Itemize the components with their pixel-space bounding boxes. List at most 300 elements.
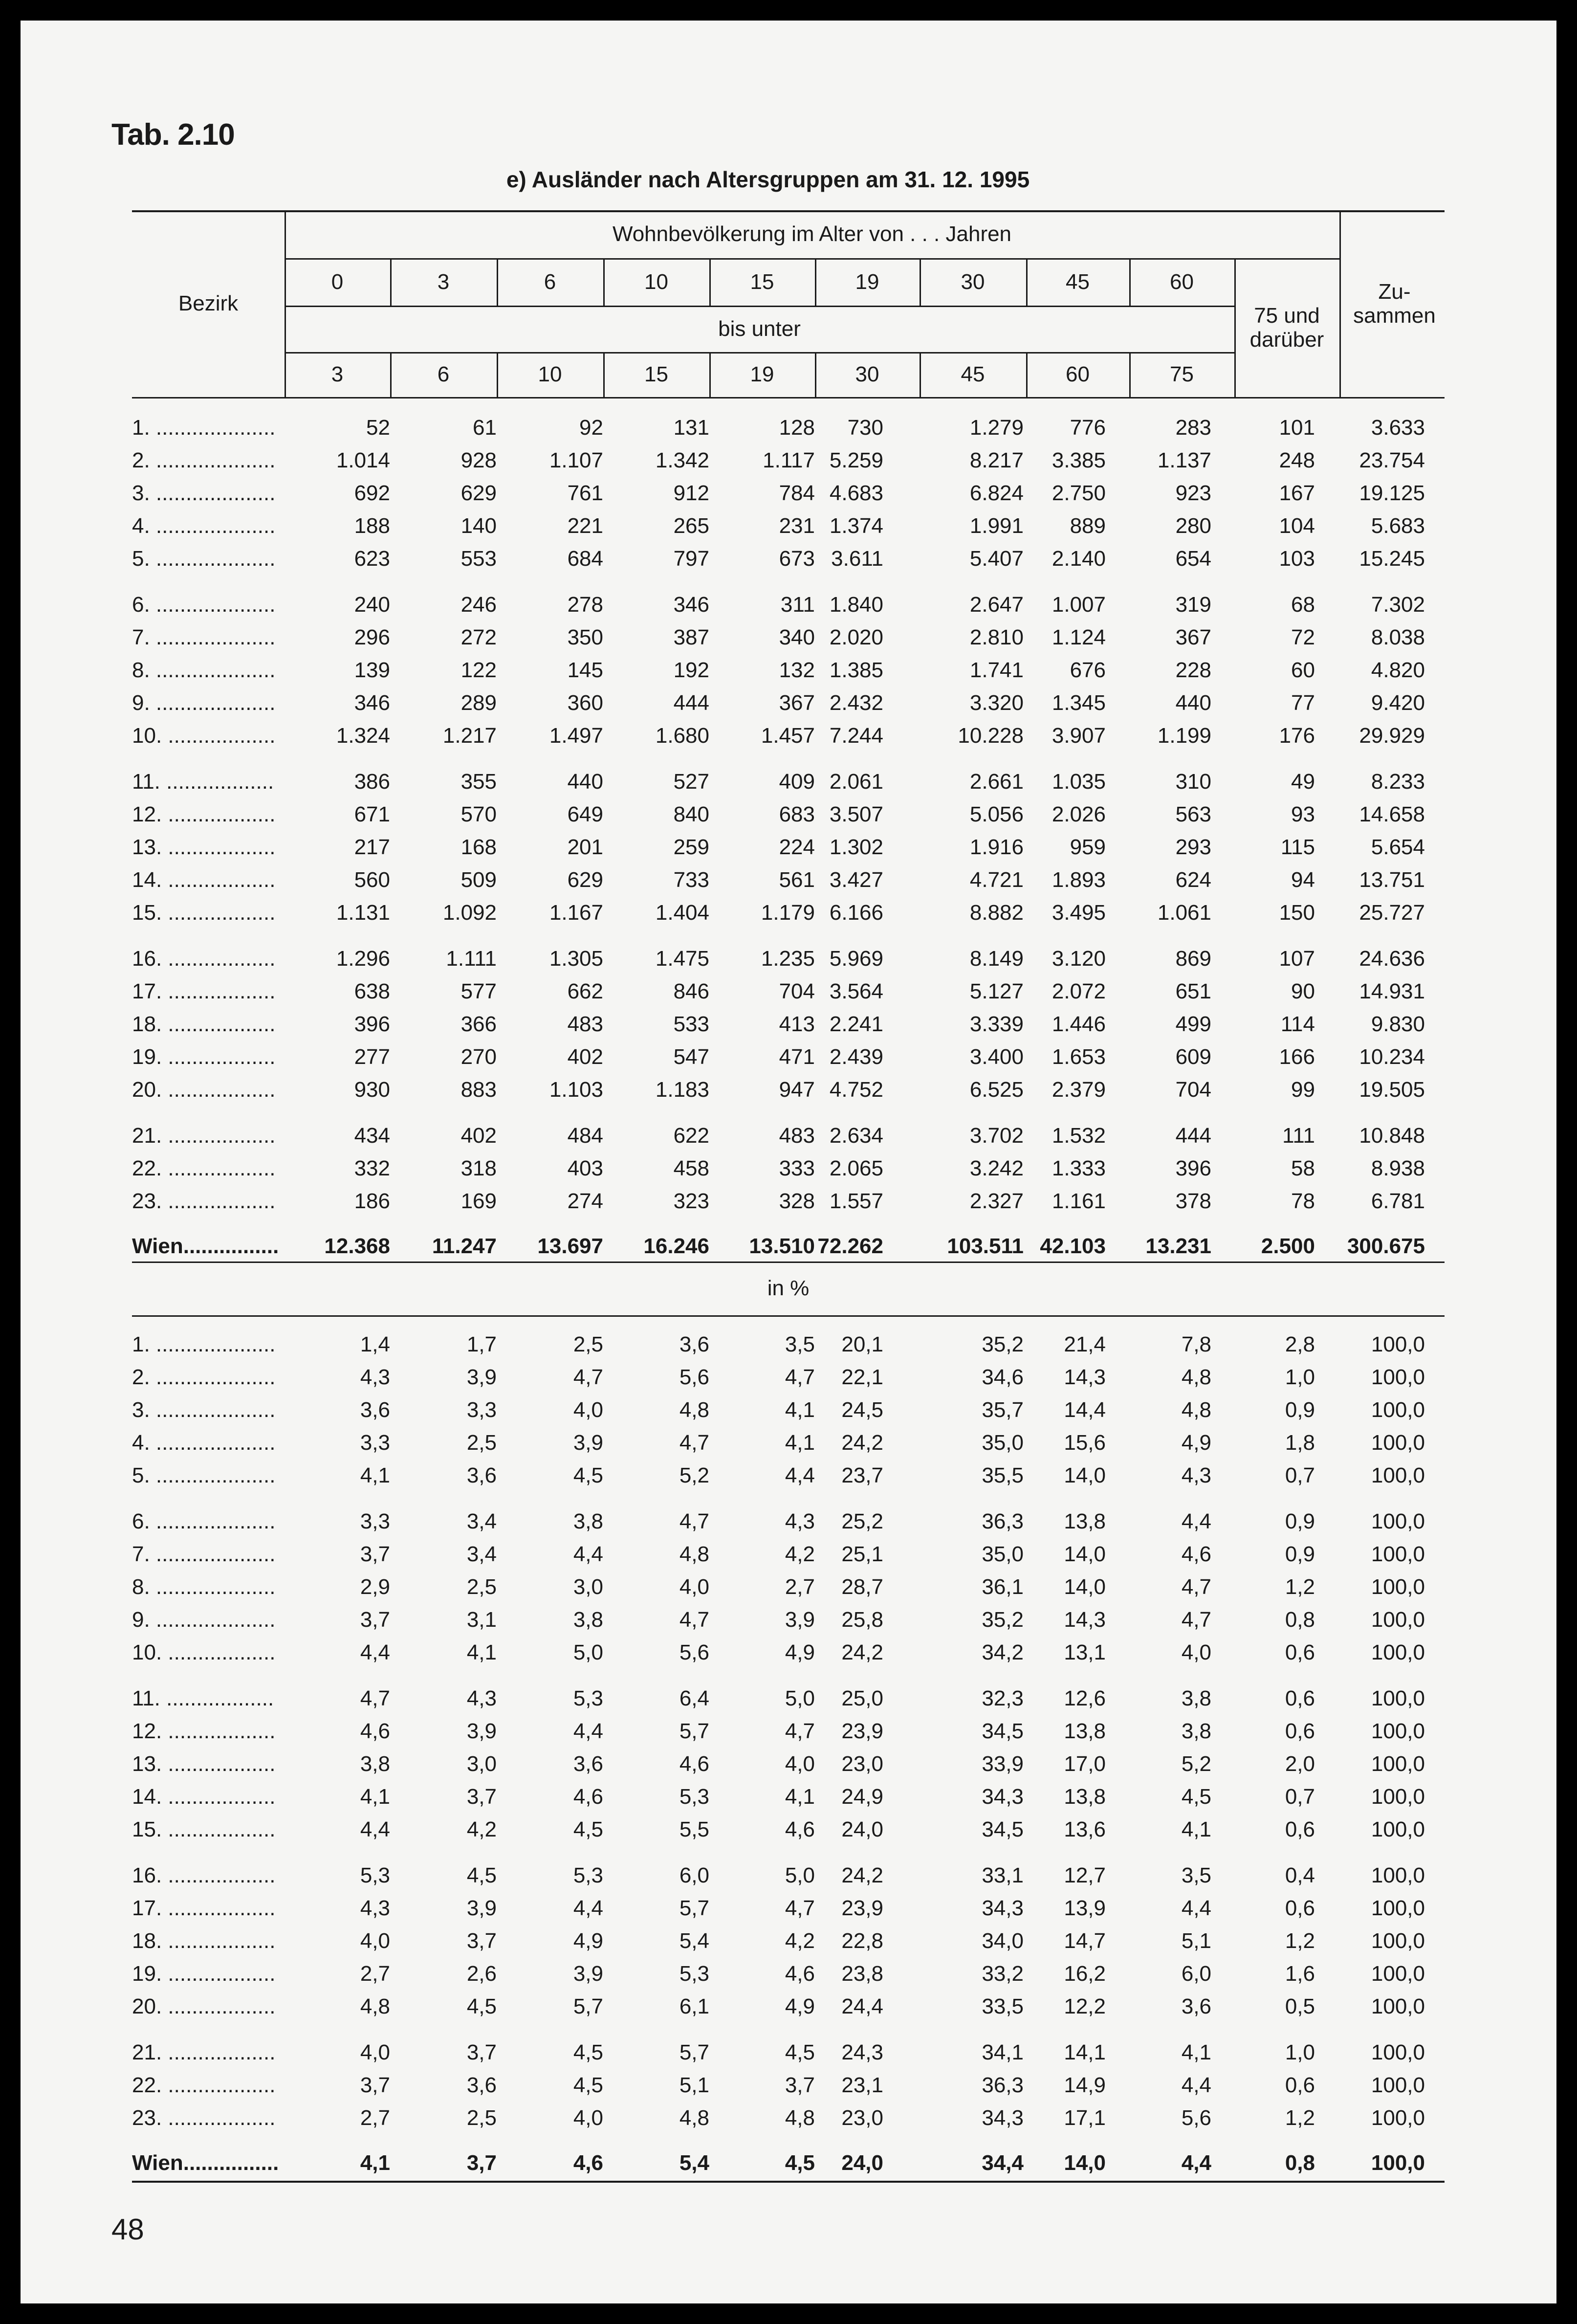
table-cell: 4,1 (785, 1398, 815, 1422)
table-cell: 4,7 (679, 1431, 709, 1455)
table-cell: 402 (460, 1124, 497, 1148)
table-cell: 5.127 (969, 979, 1024, 1003)
table-cell: 34,3 (982, 1896, 1024, 1920)
table-cell: 651 (1175, 979, 1211, 1003)
table-cell: 1.342 (655, 448, 709, 472)
table-cell: 609 (1175, 1045, 1211, 1069)
table-cell: 8.217 (969, 448, 1024, 472)
table-cell: 28,7 (841, 1575, 883, 1599)
table-cell: 367 (1175, 625, 1211, 649)
table-cell: 42.103 (1040, 1234, 1106, 1258)
table-cell: 499 (1175, 1012, 1211, 1036)
table-cell: 1.741 (969, 658, 1024, 682)
table-cell: 6.824 (969, 481, 1024, 505)
table-cell: 378 (1175, 1189, 1211, 1213)
table-cell: 4,8 (679, 1542, 709, 1566)
age-to-header: 30 (855, 362, 879, 387)
table-cell: 2.750 (1051, 481, 1106, 505)
table-cell: 13,6 (1064, 1817, 1106, 1841)
table-cell: 24,9 (841, 1785, 883, 1809)
table-cell: 11.247 (432, 1234, 497, 1258)
table-cell: 4,4 (573, 1896, 603, 1920)
table-cell: 4,5 (573, 1463, 603, 1487)
row-label-bezirk: 12. .................. (132, 1719, 276, 1743)
table-cell: 1.557 (829, 1189, 883, 1213)
table-cell: 930 (354, 1078, 390, 1102)
table-cell: 248 (1279, 448, 1315, 472)
table-cell: 13.231 (1145, 1234, 1211, 1258)
table-cell: 1.680 (655, 724, 709, 748)
table-cell: 23,9 (841, 1896, 883, 1920)
table-cell: 3.242 (969, 1156, 1024, 1180)
table-cell: 444 (1175, 1124, 1211, 1148)
table-cell: 4,5 (573, 2040, 603, 2064)
table-cell: 3.385 (1051, 448, 1106, 472)
table-cell: 4,7 (1181, 1575, 1211, 1599)
table-cell: 4,1 (785, 1431, 815, 1455)
table-cell: 52 (366, 416, 390, 440)
table-cell: 3,7 (360, 2073, 390, 2097)
table-cell: 2.647 (969, 593, 1024, 617)
table-cell: 35,2 (982, 1608, 1024, 1632)
table-cell: 350 (567, 625, 603, 649)
table-cell: 9.830 (1371, 1012, 1425, 1036)
table-cell: 7.244 (829, 724, 883, 748)
table-cell: 6.781 (1371, 1189, 1425, 1213)
row-label-bezirk: 23. .................. (132, 2106, 276, 2130)
table-cell: 3,3 (360, 1431, 390, 1455)
table-cell: 24,2 (841, 1863, 883, 1887)
table-cell: 3,6 (679, 1332, 709, 1356)
table-cell: 4,8 (1181, 1398, 1211, 1422)
table-cell: 1,2 (1285, 1929, 1315, 1953)
table-cell: 14.658 (1359, 802, 1425, 826)
table-cell: 328 (779, 1189, 815, 1213)
table-cell: 100,0 (1371, 2040, 1425, 2064)
table-cell: 6.166 (829, 901, 883, 925)
row-label-bezirk: 10. .................. (132, 724, 276, 748)
table-cell: 1.035 (1051, 770, 1106, 794)
table-cell: 3.907 (1051, 724, 1106, 748)
table-cell: 16,2 (1064, 1962, 1106, 1986)
table-cell: 166 (1279, 1045, 1315, 1069)
table-cell: 386 (354, 770, 390, 794)
table-cell: 3,3 (360, 1509, 390, 1533)
row-label-bezirk: 18. .................. (132, 1929, 276, 1953)
table-cell: 649 (567, 802, 603, 826)
table-cell: 34,5 (982, 1817, 1024, 1841)
table-cell: 4,1 (1181, 1817, 1211, 1841)
table-cell: 1.137 (1157, 448, 1211, 472)
column-divider (1339, 210, 1341, 397)
table-cell: 14,9 (1064, 2073, 1106, 2097)
table-cell: 4,6 (679, 1752, 709, 1776)
table-title: e) Ausländer nach Altersgruppen am 31. 12. 1995 (506, 167, 1030, 192)
table-cell: 8.938 (1371, 1156, 1425, 1180)
table-cell: 100,0 (1371, 2151, 1425, 2175)
table-cell: 22,1 (841, 1365, 883, 1389)
table-cell: 23,9 (841, 1719, 883, 1743)
table-cell: 100,0 (1371, 1463, 1425, 1487)
table-cell: 111 (1282, 1124, 1315, 1148)
table-cell: 103.511 (947, 1234, 1024, 1258)
table-cell: 300.675 (1347, 1234, 1425, 1258)
table-cell: 4,6 (1181, 1542, 1211, 1566)
table-cell: 0,9 (1285, 1509, 1315, 1533)
table-cell: 24,5 (841, 1398, 883, 1422)
age-from-header: 3 (437, 269, 450, 294)
table-cell: 25,0 (841, 1686, 883, 1710)
table-cell: 140 (460, 514, 497, 538)
table-cell: 5,2 (679, 1463, 709, 1487)
table-cell: 0,6 (1285, 1719, 1315, 1743)
table-cell: 35,0 (982, 1431, 1024, 1455)
table-cell: 3,7 (466, 2040, 497, 2064)
table-cell: 3.611 (831, 547, 883, 571)
table-cell: 1.007 (1051, 593, 1106, 617)
table-cell: 14,0 (1064, 1463, 1106, 1487)
row-label-bezirk: 7. .................... (132, 1542, 276, 1566)
table-cell: 77 (1291, 691, 1315, 715)
table-cell: 563 (1175, 802, 1211, 826)
age-to-header: 19 (750, 362, 774, 387)
table-cell: 0,7 (1285, 1785, 1315, 1809)
table-cell: 23,0 (841, 2106, 883, 2130)
table-cell: 3,3 (466, 1398, 497, 1422)
table-cell: 311 (780, 593, 815, 617)
age-from-header: 30 (961, 269, 985, 294)
table-cell: 1,8 (1285, 1431, 1315, 1455)
table-cell: 458 (673, 1156, 709, 1180)
table-cell: 240 (354, 593, 390, 617)
table-cell: 434 (354, 1124, 390, 1148)
table-cell: 115 (1280, 835, 1315, 859)
table-cell: 4,9 (1181, 1431, 1211, 1455)
table-cell: 12.368 (324, 1234, 390, 1258)
table-cell: 5.407 (969, 547, 1024, 571)
table-cell: 0,6 (1285, 1817, 1315, 1841)
age-to-header: 3 (331, 362, 344, 387)
age-from-header: 10 (644, 269, 668, 294)
table-cell: 4,7 (679, 1608, 709, 1632)
row-label-bezirk: 17. .................. (132, 979, 276, 1003)
table-cell: 90 (1291, 979, 1315, 1003)
table-cell: 25.727 (1359, 901, 1425, 925)
table-cell: 3.427 (829, 868, 883, 892)
table-cell: 274 (567, 1189, 603, 1213)
row-label-bezirk: 8. .................... (132, 1575, 276, 1599)
table-cell: 1.111 (446, 947, 497, 971)
table-cell: 367 (779, 691, 815, 715)
table-cell: 5,0 (573, 1640, 603, 1664)
table-cell: 1.916 (969, 835, 1024, 859)
table-cell: 6,4 (679, 1686, 709, 1710)
table-cell: 25,8 (841, 1608, 883, 1632)
table-cell: 6,0 (1181, 1962, 1211, 1986)
table-cell: 23,8 (841, 1962, 883, 1986)
table-cell: 387 (673, 625, 709, 649)
table-cell: 29.929 (1359, 724, 1425, 748)
table-cell: 12,6 (1064, 1686, 1106, 1710)
table-cell: 4.820 (1371, 658, 1425, 682)
table-cell: 13,1 (1064, 1640, 1106, 1664)
table-cell: 2.140 (1051, 547, 1106, 571)
table-cell: 1.161 (1051, 1189, 1106, 1213)
table-cell: 0,4 (1285, 1863, 1315, 1887)
table-cell: 561 (779, 868, 815, 892)
table-cell: 4,5 (466, 1994, 497, 2018)
table-cell: 733 (673, 868, 709, 892)
table-cell: 14,3 (1064, 1608, 1106, 1632)
row-label-bezirk: 11. .................. (132, 770, 274, 794)
row-label-bezirk: 13. .................. (132, 1752, 276, 1776)
table-cell: 4,1 (785, 1785, 815, 1809)
table-cell: 1.103 (549, 1078, 603, 1102)
rule-line (132, 397, 1445, 398)
table-cell: 104 (1279, 514, 1315, 538)
table-cell: 2.065 (829, 1156, 883, 1180)
table-cell: 3,8 (573, 1608, 603, 1632)
table-cell: 12,2 (1064, 1994, 1106, 2018)
table-cell: 99 (1291, 1078, 1315, 1102)
table-cell: 100,0 (1371, 2106, 1425, 2130)
table-cell: 5,3 (360, 1863, 390, 1887)
table-cell: 36,3 (982, 2073, 1024, 2097)
row-label-bezirk: 3. .................... (132, 481, 276, 505)
table-cell: 797 (673, 547, 709, 571)
table-cell: 3,7 (466, 1929, 497, 1953)
table-cell: 4,7 (785, 1365, 815, 1389)
table-cell: 3.507 (829, 802, 883, 826)
table-cell: 100,0 (1371, 1817, 1425, 1841)
table-cell: 3,8 (573, 1509, 603, 1533)
table-cell: 35,7 (982, 1398, 1024, 1422)
table-cell: 4,0 (679, 1575, 709, 1599)
table-cell: 776 (1070, 416, 1106, 440)
table-cell: 1.385 (829, 658, 883, 682)
table-cell: 4,0 (360, 2040, 390, 2064)
table-cell: 24,0 (841, 1817, 883, 1841)
row-label-bezirk: 20. .................. (132, 1078, 276, 1102)
table-cell: 34,0 (982, 1929, 1024, 1953)
table-cell: 14,0 (1064, 1542, 1106, 1566)
table-cell: 5,6 (679, 1365, 709, 1389)
page-number: 48 (111, 2213, 144, 2246)
table-cell: 25,2 (841, 1509, 883, 1533)
table-cell: 4,5 (573, 2073, 603, 2097)
table-cell: 1,0 (1285, 1365, 1315, 1389)
table-cell: 4,4 (1181, 1509, 1211, 1533)
table-cell: 1.345 (1051, 691, 1106, 715)
table-cell: 34,2 (982, 1640, 1024, 1664)
table-cell: 23,1 (841, 2073, 883, 2097)
rule-line (132, 1315, 1445, 1317)
table-cell: 5.654 (1371, 835, 1425, 859)
table-cell: 1.061 (1157, 901, 1211, 925)
table-cell: 4,1 (360, 1785, 390, 1809)
table-cell: 8.233 (1371, 770, 1425, 794)
table-cell: 201 (567, 835, 603, 859)
table-cell: 16.246 (643, 1234, 709, 1258)
table-cell: 35,2 (982, 1332, 1024, 1356)
table-cell: 4,0 (573, 2106, 603, 2130)
row-label-bezirk: 14. .................. (132, 1785, 276, 1809)
table-cell: 5,0 (785, 1863, 815, 1887)
row-label-bezirk: 2. .................... (132, 448, 276, 472)
table-cell: 176 (1279, 724, 1315, 748)
table-cell: 128 (779, 416, 815, 440)
table-cell: 5,4 (679, 1929, 709, 1953)
table-cell: 4,6 (573, 2151, 603, 2175)
table-cell: 12,7 (1064, 1863, 1106, 1887)
table-cell: 72 (1291, 625, 1315, 649)
table-cell: 34,1 (982, 2040, 1024, 2064)
row-label-bezirk: 22. .................. (132, 1156, 276, 1180)
table-cell: 4,4 (1181, 2073, 1211, 2097)
table-cell: 959 (1070, 835, 1106, 859)
table-cell: 107 (1279, 947, 1315, 971)
table-cell: 622 (673, 1124, 709, 1148)
row-label-bezirk: 20. .................. (132, 1994, 276, 2018)
table-cell: 35,5 (982, 1463, 1024, 1487)
table-cell: 5.969 (829, 947, 883, 971)
table-cell: 1.014 (336, 448, 390, 472)
table-cell: 355 (460, 770, 497, 794)
row-label-bezirk: Wien................ (132, 2151, 279, 2175)
table-cell: 24,2 (841, 1431, 883, 1455)
table-cell: 1.333 (1051, 1156, 1106, 1180)
table-cell: 1.092 (442, 901, 497, 925)
table-cell: 1.217 (442, 724, 497, 748)
table-cell: 100,0 (1371, 1431, 1425, 1455)
table-cell: 403 (567, 1156, 603, 1180)
table-cell: 5,7 (573, 1994, 603, 2018)
table-cell: 72.262 (817, 1234, 883, 1258)
table-cell: 3,1 (466, 1608, 497, 1632)
table-cell: 3,9 (573, 1962, 603, 1986)
table-cell: 34,3 (982, 2106, 1024, 2130)
table-cell: 4,3 (360, 1365, 390, 1389)
table-cell: 100,0 (1371, 1994, 1425, 2018)
table-cell: 4,7 (679, 1509, 709, 1533)
percent-section-label: in % (767, 1276, 810, 1300)
table-cell: 5,2 (1181, 1752, 1211, 1776)
table-cell: 527 (673, 770, 709, 794)
table-cell: 3,7 (466, 1785, 497, 1809)
table-cell: 1,2 (1285, 1575, 1315, 1599)
table-cell: 3,0 (573, 1575, 603, 1599)
table-cell: 4,2 (466, 1817, 497, 1841)
table-cell: 1.279 (969, 416, 1024, 440)
table-cell: 192 (673, 658, 709, 682)
row-label-bezirk: 16. .................. (132, 1863, 276, 1887)
table-cell: 100,0 (1371, 1575, 1425, 1599)
table-cell: 928 (460, 448, 497, 472)
column-divider (1234, 258, 1236, 397)
table-cell: 289 (460, 691, 497, 715)
table-cell: 5.259 (829, 448, 883, 472)
table-cell: 186 (354, 1189, 390, 1213)
table-cell: 319 (1175, 593, 1211, 617)
table-cell: 10.848 (1359, 1124, 1425, 1148)
row-label-bezirk: 16. .................. (132, 947, 276, 971)
table-cell: 1.305 (549, 947, 603, 971)
table-cell: 533 (673, 1012, 709, 1036)
table-cell: 1.840 (829, 593, 883, 617)
table-cell: 221 (567, 514, 603, 538)
table-cell: 4,2 (785, 1542, 815, 1566)
table-cell: 34,3 (982, 1785, 1024, 1809)
table-cell: 4.721 (969, 868, 1024, 892)
table-cell: 509 (460, 868, 497, 892)
table-cell: 100,0 (1371, 1686, 1425, 1710)
table-cell: 5,7 (679, 1719, 709, 1743)
table-cell: 4,4 (1181, 1896, 1211, 1920)
table-cell: 1.183 (655, 1078, 709, 1102)
table-cell: 3,5 (1181, 1863, 1211, 1887)
table-cell: 1.302 (829, 835, 883, 859)
age-from-header: 15 (750, 269, 774, 294)
table-cell: 14,0 (1064, 2151, 1106, 2175)
table-cell: 440 (567, 770, 603, 794)
table-cell: 92 (579, 416, 603, 440)
table-cell: 2,5 (466, 2106, 497, 2130)
row-label-bezirk: 6. .................... (132, 593, 276, 617)
table-cell: 24,0 (841, 2151, 883, 2175)
table-cell: 4,8 (785, 2106, 815, 2130)
table-cell: 35,0 (982, 1542, 1024, 1566)
table-cell: 484 (567, 1124, 603, 1148)
table-cell: 0,6 (1285, 1896, 1315, 1920)
table-cell: 673 (779, 547, 815, 571)
table-cell: 3,4 (466, 1509, 497, 1533)
table-cell: 270 (460, 1045, 497, 1069)
table-cell: 683 (779, 802, 815, 826)
table-cell: 3.702 (969, 1124, 1024, 1148)
table-cell: 15.245 (1359, 547, 1425, 571)
table-cell: 332 (354, 1156, 390, 1180)
table-cell: 3,8 (1181, 1719, 1211, 1743)
table-cell: 2.020 (829, 625, 883, 649)
table-cell: 139 (354, 658, 390, 682)
table-cell: 0,7 (1285, 1463, 1315, 1487)
table-cell: 3.400 (969, 1045, 1024, 1069)
row-label-bezirk: 5. .................... (132, 1463, 276, 1487)
table-cell: 5,3 (573, 1686, 603, 1710)
rule-line (132, 2181, 1445, 2183)
table-cell: 1.124 (1051, 625, 1106, 649)
table-cell: 3.633 (1371, 416, 1425, 440)
table-cell: 23,0 (841, 1752, 883, 1776)
table-cell: 1.107 (549, 448, 603, 472)
table-cell: 1.893 (1051, 868, 1106, 892)
table-cell: 4,7 (360, 1686, 390, 1710)
table-cell: 131 (673, 416, 709, 440)
table-cell: 24,3 (841, 2040, 883, 2064)
table-cell: 36,1 (982, 1575, 1024, 1599)
table-cell: 19.125 (1359, 481, 1425, 505)
table-cell: 293 (1175, 835, 1211, 859)
table-cell: 1.991 (969, 514, 1024, 538)
table-cell: 100,0 (1371, 1542, 1425, 1566)
row-label-bezirk: 12. .................. (132, 802, 276, 826)
table-cell: 730 (847, 416, 883, 440)
table-cell: 2.379 (1051, 1078, 1106, 1102)
table-cell: 623 (354, 547, 390, 571)
table-cell: 4,8 (1181, 1365, 1211, 1389)
row-label-bezirk: 15. .................. (132, 901, 276, 925)
table-cell: 3,7 (466, 2151, 497, 2175)
